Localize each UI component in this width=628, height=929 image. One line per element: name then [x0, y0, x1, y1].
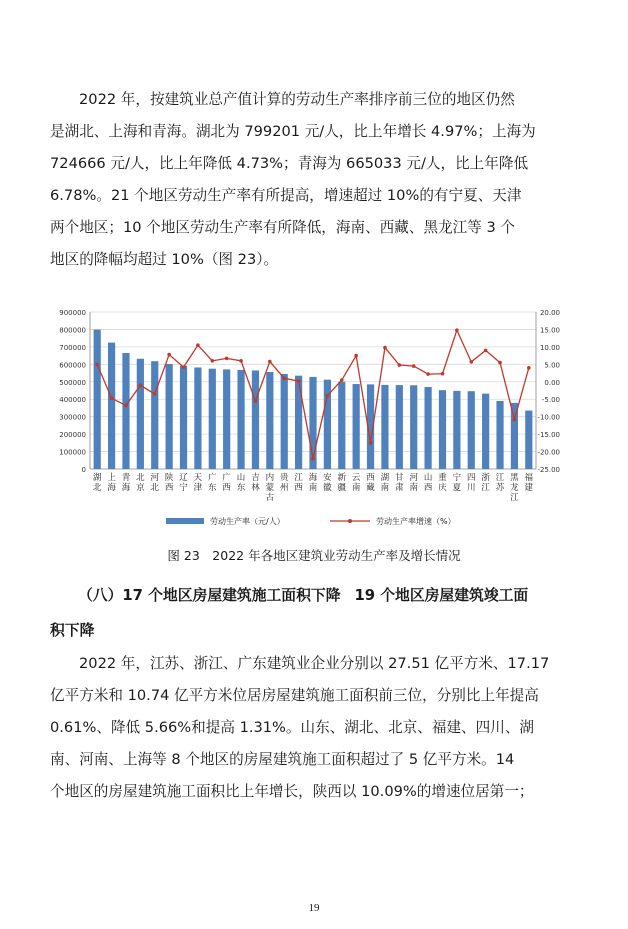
- paragraph-line: 地区的降幅均超过 10%（图 23）。: [50, 251, 279, 268]
- left-axis-tick-label: 100000: [59, 448, 86, 457]
- growth-rate-point-青海: [124, 404, 128, 408]
- bar-云南: [353, 384, 360, 469]
- bar-山东: [237, 370, 244, 469]
- category-label-河南: 河南: [409, 473, 418, 493]
- growth-rate-point-安徽: [326, 394, 330, 398]
- right-axis-tick-label: 20.00: [539, 309, 560, 317]
- category-label-安徽: 安徽: [323, 473, 332, 493]
- category-label-河北: 河北: [150, 473, 159, 493]
- category-label-北京: 北京: [136, 473, 145, 493]
- left-axis-tick-label: 600000: [59, 361, 86, 370]
- category-label-内蒙古: 内蒙古: [265, 473, 275, 503]
- growth-rate-point-新疆: [340, 378, 344, 382]
- growth-rate-point-广西: [225, 357, 229, 361]
- category-label-辽宁: 辽宁: [179, 473, 188, 493]
- bar-江苏: [496, 401, 503, 469]
- left-axis-tick-label: 200000: [59, 431, 86, 440]
- right-axis-tick-label: 5.00: [544, 361, 560, 370]
- left-axis-tick-label: 300000: [59, 413, 86, 422]
- growth-rate-point-宁夏: [455, 328, 459, 332]
- growth-rate-point-西藏: [369, 441, 373, 445]
- paragraph-construction-area: [50, 648, 580, 808]
- bar-广东: [209, 369, 216, 469]
- category-label-湖南: 湖南: [380, 473, 390, 493]
- bar-新疆: [338, 382, 345, 469]
- growth-rate-point-河南: [412, 364, 416, 368]
- growth-rate-point-湖南: [383, 346, 387, 350]
- right-axis-tick-label: -10.00: [537, 413, 560, 422]
- bar-重庆: [439, 390, 446, 469]
- right-axis-tick-label: 10.00: [539, 343, 560, 352]
- growth-rate-point-重庆: [441, 372, 445, 376]
- section-heading: [50, 578, 590, 648]
- left-axis-tick-label: 500000: [59, 378, 86, 387]
- paragraph-labor-productivity: [50, 84, 580, 276]
- growth-rate-point-吉林: [254, 399, 258, 403]
- paragraph-line: 南、河南、上海等 8 个地区的房屋建筑施工面积超过了 5 亿平方米。14: [50, 751, 515, 768]
- growth-rate-point-辽宁: [182, 365, 186, 369]
- heading-part-completion: 19 个地区房屋建筑竣工面: [354, 587, 529, 604]
- category-label-陕西: 陕西: [164, 473, 174, 493]
- right-axis-tick-label: 0.00: [544, 378, 560, 387]
- growth-rate-point-北京: [139, 383, 143, 387]
- category-label-四川: 四川: [467, 473, 476, 493]
- bar-四川: [468, 391, 475, 469]
- category-label-湖北: 湖北: [92, 473, 102, 493]
- bar-江西: [295, 376, 302, 469]
- left-axis-tick-label: 0: [81, 466, 86, 474]
- category-label-福建: 福建: [524, 473, 534, 493]
- category-label-广西: 广西: [222, 473, 231, 493]
- bar-北京: [137, 359, 144, 469]
- left-axis-tick-label: 900000: [59, 309, 86, 317]
- category-label-西藏: 西藏: [366, 473, 375, 493]
- paragraph-line: 个地区的房屋建筑施工面积比上年增长，陕西以 10.09%的增速位居第一；: [50, 783, 534, 800]
- category-label-重庆: 重庆: [438, 473, 447, 493]
- growth-rate-point-内蒙古: [268, 360, 272, 364]
- bar-宁夏: [453, 391, 460, 469]
- paragraph-line: 亿平方米和 10.74 亿平方米位居房屋建筑施工面积前三位，分别比上年提高: [50, 687, 539, 704]
- category-label-江西: 江西: [294, 473, 303, 493]
- category-label-贵州: 贵州: [279, 473, 289, 493]
- category-label-江苏: 江苏: [495, 473, 505, 493]
- growth-rate-point-河北: [153, 392, 157, 396]
- growth-rate-point-江苏: [498, 361, 502, 365]
- category-label-宁夏: 宁夏: [452, 473, 462, 493]
- paragraph-line: 724666 元/人，比上年降低 4.73%；青海为 665033 元/人，比上年降低: [50, 155, 529, 172]
- bar-广西: [223, 369, 230, 469]
- growth-rate-point-甘肃: [398, 363, 402, 367]
- growth-rate-point-云南: [354, 354, 358, 358]
- bar-福建: [525, 411, 532, 469]
- bar-甘肃: [396, 385, 403, 469]
- growth-rate-point-贵州: [282, 376, 286, 380]
- growth-rate-point-山西: [426, 372, 430, 376]
- paragraph-line: 0.61%、降低 5.66%和提高 1.31%。山东、湖北、北京、福建、四川、湖: [50, 719, 535, 736]
- category-label-山西: 山西: [423, 473, 433, 493]
- right-axis-tick-label: -15.00: [537, 431, 560, 440]
- paragraph-line: 两个地区；10 个地区劳动生产率有所降低，海南、西藏、黑龙江等 3 个: [50, 219, 515, 236]
- bar-贵州: [281, 374, 288, 469]
- growth-rate-point-湖北: [95, 363, 99, 367]
- page-number: 19: [308, 902, 320, 914]
- bar-河南: [410, 385, 417, 469]
- growth-rate-point-天津: [196, 343, 200, 347]
- category-label-山东: 山东: [236, 473, 246, 493]
- left-axis-tick-label: 400000: [59, 396, 86, 405]
- category-label-吉林: 吉林: [251, 473, 260, 493]
- category-label-浙江: 浙江: [481, 473, 490, 493]
- category-label-甘肃: 甘肃: [395, 473, 404, 493]
- bar-青海: [122, 353, 129, 469]
- legend-bar-label: 劳动生产率（元/人）: [210, 517, 285, 526]
- category-label-上海: 上海: [107, 473, 116, 493]
- bar-湖南: [381, 385, 388, 469]
- bar-吉林: [252, 370, 259, 469]
- growth-rate-point-海南: [311, 457, 315, 461]
- bar-陕西: [166, 364, 173, 469]
- heading-part-construction: （八）17 个地区房屋建筑施工面积下降: [78, 587, 341, 604]
- category-label-黑龙江: 黑龙江: [510, 473, 519, 503]
- right-axis-tick-label: -25.00: [537, 466, 560, 474]
- bar-河北: [151, 361, 158, 469]
- growth-rate-point-福建: [527, 366, 531, 370]
- growth-rate-point-陕西: [167, 353, 171, 357]
- bar-天津: [194, 367, 201, 469]
- right-axis-tick-label: -20.00: [537, 448, 560, 457]
- bar-湖北: [94, 330, 101, 469]
- legend-line-label: 劳动生产率增速（%）: [376, 517, 456, 526]
- category-label-青海: 青海: [121, 473, 131, 493]
- category-label-云南: 云南: [351, 473, 361, 493]
- paragraph-line: 2022 年，江苏、浙江、广东建筑业企业分别以 27.51 亿平方米、17.17: [79, 655, 550, 672]
- paragraph-line: 2022 年，按建筑业总产值计算的劳动生产率排序前三位的地区仍然: [79, 91, 515, 108]
- category-label-海南: 海南: [308, 473, 318, 493]
- right-axis-tick-label: -5.00: [541, 396, 560, 405]
- growth-rate-point-浙江: [484, 349, 488, 353]
- labor-productivity-chart: [48, 302, 588, 534]
- growth-rate-point-四川: [469, 360, 473, 364]
- left-axis-tick-label: 800000: [59, 326, 86, 335]
- growth-rate-point-黑龙江: [513, 418, 517, 422]
- paragraph-line: 6.78%。21 个地区劳动生产率有所提高，增速超过 10%的有宁夏、天津: [50, 187, 522, 204]
- growth-rate-point-上海: [110, 396, 114, 400]
- bar-山西: [425, 387, 432, 469]
- bar-辽宁: [180, 366, 187, 469]
- heading-line-2: 积下降: [50, 622, 95, 639]
- category-label-广东: 广东: [208, 473, 217, 493]
- bar-上海: [108, 343, 115, 469]
- legend-line-marker: [348, 519, 352, 523]
- category-label-天津: 天津: [193, 473, 203, 493]
- paragraph-line: 是湖北、上海和青海。湖北为 799201 元/人，比上年增长 4.97%；上海为: [50, 123, 536, 140]
- growth-rate-point-江西: [297, 379, 301, 383]
- left-axis-tick-label: 700000: [59, 343, 86, 352]
- right-axis-tick-label: 15.00: [539, 326, 560, 335]
- growth-rate-point-广东: [210, 359, 214, 363]
- category-label-新疆: 新疆: [337, 473, 347, 493]
- growth-rate-point-山东: [239, 359, 243, 363]
- bar-内蒙古: [266, 372, 273, 469]
- legend-bar-swatch: [166, 518, 204, 524]
- figure-caption: 图 23 2022 年各地区建筑业劳动生产率及增长情况: [167, 548, 461, 563]
- bar-浙江: [482, 394, 489, 469]
